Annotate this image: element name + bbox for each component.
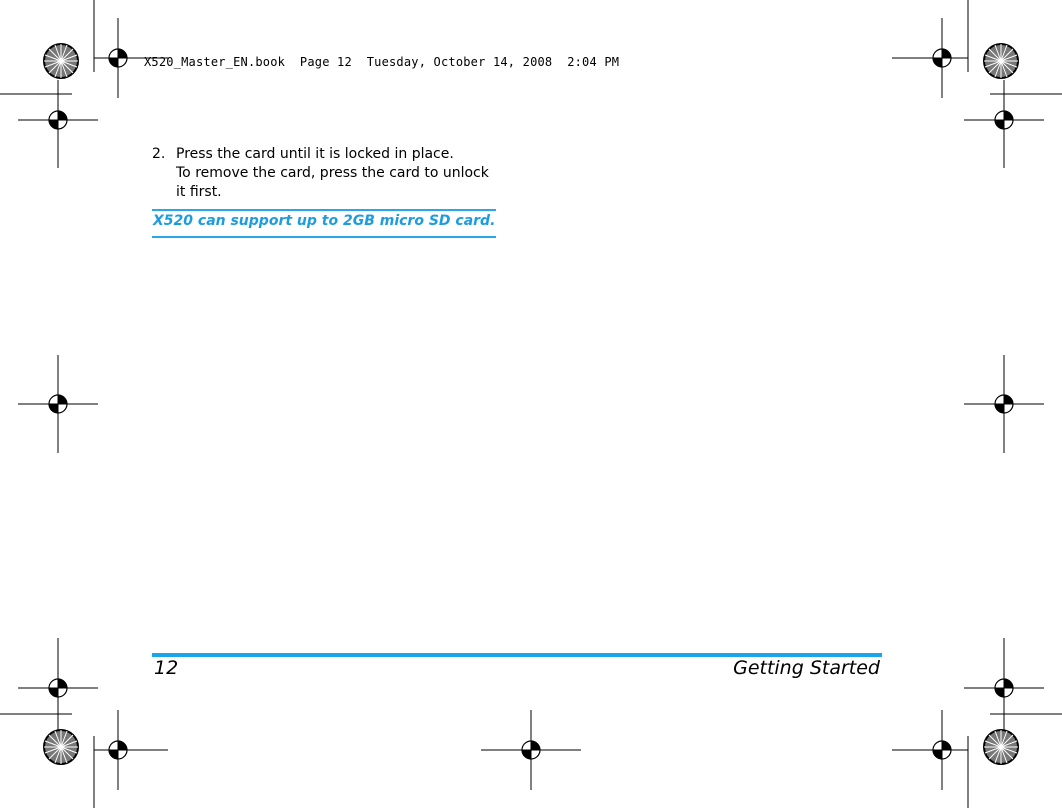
print-slug: X520_Master_EN.book Page 12 Tuesday, October 14, 2008 2:04 PM	[144, 55, 620, 69]
step-number: 2.	[152, 146, 166, 162]
step-text: Press the card until it is locked in place.	[176, 146, 454, 162]
step-subtext: To remove the card, press the card to unlock it first.	[176, 165, 489, 200]
section-title: Getting Started	[733, 657, 880, 679]
page-number: 12	[154, 657, 179, 679]
instruction-step	[152, 145, 497, 202]
note-text: X520 can support up to 2GB micro SD card.	[153, 213, 496, 229]
note-box	[152, 209, 496, 238]
